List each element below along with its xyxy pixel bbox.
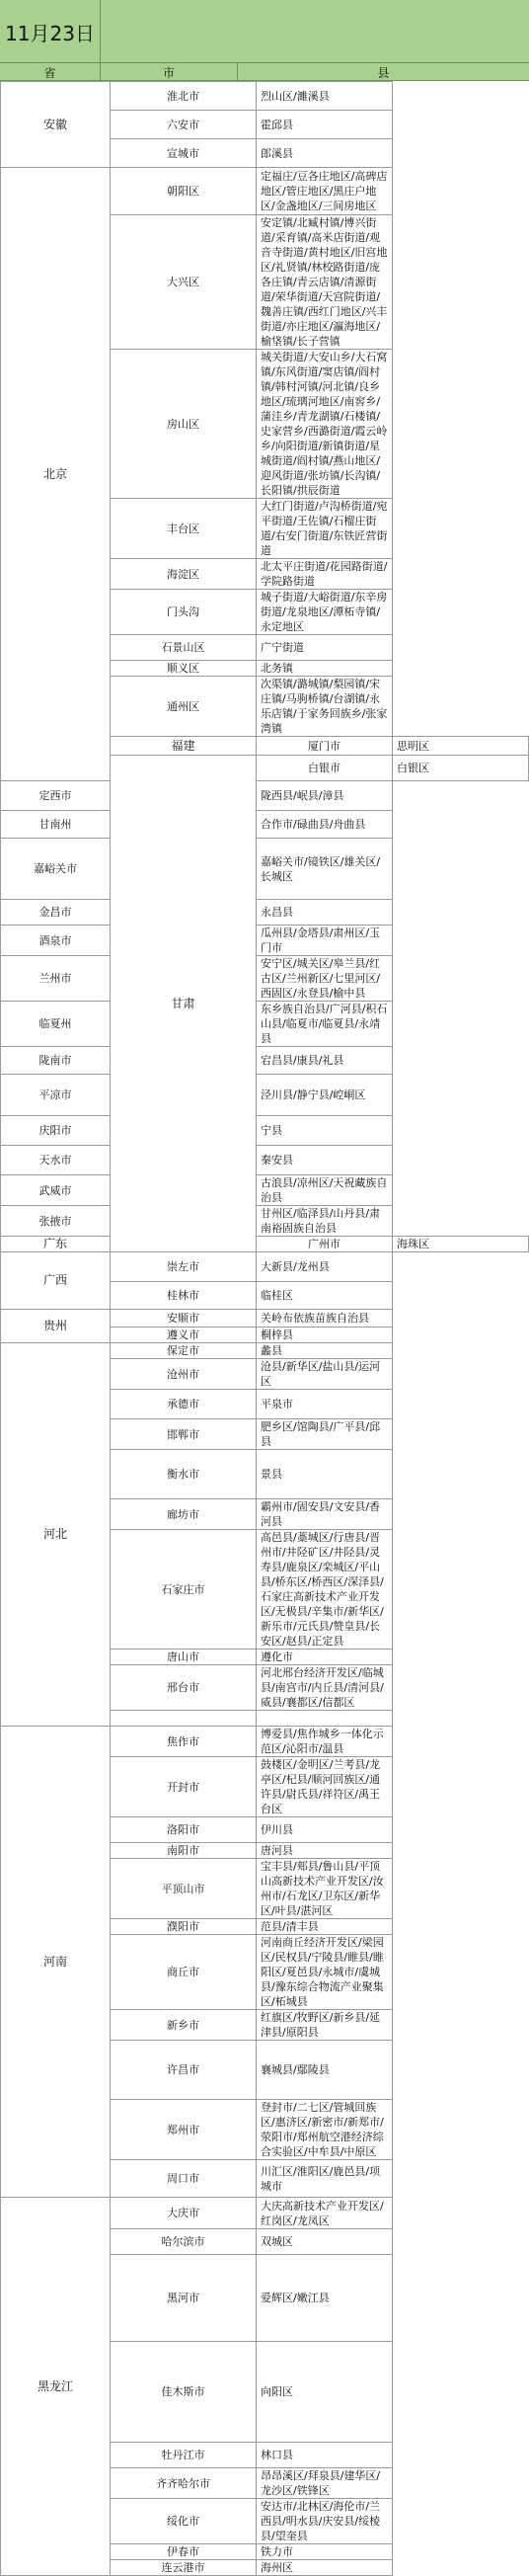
city-cell: 新乡市 xyxy=(111,2010,257,2041)
county-cell: 蠡县 xyxy=(257,1343,393,1359)
table-row xyxy=(1,168,529,215)
city-cell: 大兴区 xyxy=(111,215,257,350)
city-cell: 牡丹江市 xyxy=(111,2443,257,2468)
city-cell: 朝阳区 xyxy=(111,168,257,215)
county-cell: 北太平庄街道/花园路街道/学院路街道 xyxy=(257,559,393,590)
county-cell: 城关街道/大安山乡/大石窝镇/东风街道/窦店镇/阎村镇/韩村河镇/河北镇/良乡地区/琉璃河地区/南窖乡/蒲洼乡/青龙湖镇/石楼镇/史家营乡/西潞街道/霞云岭乡/向阳街道/新镇街道/星城街道/阎村镇/燕山地区/迎风街道/张坊镇/长沟镇/长阳镇/拱辰街道 xyxy=(257,350,393,499)
province-cell: 福建 xyxy=(111,737,257,756)
county-cell: 霸州市/固安县/文安县/香河县 xyxy=(257,1499,393,1530)
city-cell: 伊春市 xyxy=(111,2544,257,2560)
province-cell: 北京 xyxy=(1,168,111,781)
county-cell: 关岭布依族苗族自治县 xyxy=(257,1310,393,1328)
city-cell: 白银市 xyxy=(257,756,393,781)
city-cell: 濮阳市 xyxy=(111,1919,257,1935)
county-cell: 高邑县/藁城区/行唐县/晋州市/井陉矿区/井陉县/灵寿县/鹿泉区/栾城区/平山县/桥东区/桥西区/深泽县/石家庄高新技术产业开发区/无极县/辛集市/新华区/新乐市/元氏县/赞皇县/长安区/赵县/正定县 xyxy=(257,1530,393,1650)
city-cell: 淮北市 xyxy=(111,82,257,111)
city-cell: 广州市 xyxy=(257,1237,393,1252)
county-cell: 北务镇 xyxy=(257,661,393,677)
county-cell: 海珠区 xyxy=(393,1237,529,1252)
table-row xyxy=(1,1002,529,1047)
county-cell: 沧县/新华区/盐山县/运河区 xyxy=(257,1359,393,1390)
province-cell: 河南 xyxy=(1,1727,111,2198)
city-cell: 武威市 xyxy=(1,1175,111,1206)
province-header: 省 xyxy=(0,63,101,81)
county-cell: 陇西县/岷县/漳县 xyxy=(257,781,393,811)
city-header: 市 xyxy=(101,63,238,81)
county-cell: 烈山区/濉溪县 xyxy=(257,82,393,111)
city-cell: 临夏州 xyxy=(1,1002,111,1047)
county-cell: 合作市/碌曲县/舟曲县 xyxy=(257,811,393,839)
county-cell: 宝丰县/郏县/鲁山县/平顶山高新技术产业开发区/汝州市/石龙区/卫东区/新华区/叶县/湛河区 xyxy=(257,1859,393,1919)
city-cell: 平凉市 xyxy=(1,1075,111,1116)
city-cell: 廊坊市 xyxy=(111,1499,257,1530)
table-row xyxy=(1,2198,529,2229)
county-cell: 泾川县/静宁县/崆峒区 xyxy=(257,1075,393,1116)
city-cell: 连云港市 xyxy=(111,2560,257,2576)
city-cell: 兰州市 xyxy=(1,956,111,1002)
county-cell: 襄城县/鄢陵县 xyxy=(257,2041,393,2100)
province-cell: 贵州 xyxy=(1,1310,111,1343)
city-cell: 唐山市 xyxy=(111,1650,257,1665)
county-cell: 双城区 xyxy=(257,2229,393,2255)
city-cell: 齐齐哈尔市 xyxy=(111,2468,257,2499)
county-cell xyxy=(257,1711,393,1727)
county-cell: 平泉市 xyxy=(257,1390,393,1419)
table-row xyxy=(1,956,529,1002)
city-cell: 嘉峪关市 xyxy=(1,839,111,900)
city-cell: 石景山区 xyxy=(111,635,257,661)
city-cell: 陇南市 xyxy=(1,1047,111,1075)
city-cell: 崇左市 xyxy=(111,1252,257,1282)
province-cell: 河北 xyxy=(1,1343,111,1727)
city-cell: 张掖市 xyxy=(1,1206,111,1237)
city-cell: 南阳市 xyxy=(111,1843,257,1859)
table-row xyxy=(1,900,529,926)
county-cell: 红旗区/牧野区/新乡县/延津县/原阳县 xyxy=(257,2010,393,2041)
county-cell: 嘉峪关市/镜铁区/雄关区/长城区 xyxy=(257,839,393,900)
city-cell: 平顶山市 xyxy=(111,1859,257,1919)
county-cell: 大红门街道/卢沟桥街道/宛平街道/王佐镇/石榴庄街道/右安门街道/东铁匠营街道 xyxy=(257,499,393,559)
county-cell: 定福庄/豆各庄地区/高碑店地区/管庄地区/黑庄户地区/金盏地区/三间房地区 xyxy=(257,168,393,215)
city-cell: 石家庄市 xyxy=(111,1530,257,1650)
city-cell: 黑河市 xyxy=(111,2255,257,2342)
county-cell: 广宁街道 xyxy=(257,635,393,661)
county-cell: 河南商丘经济开发区/梁园区/民权县/宁陵县/睢县/睢阳区/夏邑县/永城市/虞城县/豫东综合物流产业聚集区/柘城县 xyxy=(257,1935,393,2010)
county-cell: 桐梓县 xyxy=(257,1328,393,1343)
city-cell: 郑州市 xyxy=(111,2100,257,2160)
county-cell: 铁力市 xyxy=(257,2544,393,2560)
city-cell: 通州区 xyxy=(111,677,257,737)
city-cell: 邢台市 xyxy=(111,1665,257,1711)
county-cell: 川汇区/淮阳区/鹿邑县/项城市 xyxy=(257,2160,393,2198)
county-cell: 登封市/二七区/管城回族区/惠济区/新密市/新郑市/荥阳市/郑州航空港经济综合实验区/中牟县/中原区 xyxy=(257,2100,393,2160)
city-cell: 绥化市 xyxy=(111,2499,257,2544)
county-cell: 肥乡区/馆陶县/广平县/邱县 xyxy=(257,1419,393,1450)
city-cell: 顺义区 xyxy=(111,661,257,677)
county-cell: 古浪县/凉州区/天祝藏族自治县 xyxy=(257,1175,393,1206)
province-cell: 广西 xyxy=(1,1252,111,1310)
county-cell: 遵化市 xyxy=(257,1650,393,1665)
city-cell: 沧州市 xyxy=(111,1359,257,1390)
county-cell: 博爱县/焦作城乡一体化示范区/沁阳市/温县 xyxy=(257,1727,393,1757)
city-cell: 酒泉市 xyxy=(1,926,111,956)
county-cell: 向阳区 xyxy=(257,2342,393,2443)
city-cell: 洛阳市 xyxy=(111,1817,257,1843)
city-cell: 宣城市 xyxy=(111,139,257,168)
table-row xyxy=(1,1206,529,1237)
city-cell: 安顺市 xyxy=(111,1310,257,1328)
county-cell: 大庆高新技术产业开发区/红岗区/龙凤区 xyxy=(257,2198,393,2229)
county-cell: 安宁区/城关区/皋兰县/红古区/兰州新区/七里河区/西固区/永登县/榆中县 xyxy=(257,956,393,1002)
header-row xyxy=(0,63,529,81)
county-cell: 瓜州县/金塔县/肃州区/玉门市 xyxy=(257,926,393,956)
county-cell: 城子街道/大峪街道/东辛房街道/龙泉地区/潭柘寺镇/永定地区 xyxy=(257,590,393,635)
city-cell: 焦作市 xyxy=(111,1727,257,1757)
county-cell: 鼓楼区/金明区/兰考县/龙亭区/杞县/顺河回族区/通许县/尉氏县/祥符区/禹王台区 xyxy=(257,1757,393,1817)
county-cell: 大新县/龙州县 xyxy=(257,1252,393,1282)
county-cell: 东乡族自治县/广河县/积石山县/临夏市/临夏县/永靖县 xyxy=(257,1002,393,1047)
county-cell: 宁县 xyxy=(257,1116,393,1146)
city-cell: 保定市 xyxy=(111,1343,257,1359)
table-row xyxy=(1,1727,529,1757)
city-cell: 海淀区 xyxy=(111,559,257,590)
city-cell: 商丘市 xyxy=(111,1935,257,2010)
table-row xyxy=(1,1146,529,1175)
city-cell: 周口市 xyxy=(111,2160,257,2198)
city-cell: 哈尔滨市 xyxy=(111,2229,257,2255)
city-cell: 邯郸市 xyxy=(111,1419,257,1450)
city-cell: 房山区 xyxy=(111,350,257,499)
city-cell: 天水市 xyxy=(1,1146,111,1175)
city-cell: 佳木斯市 xyxy=(111,2342,257,2443)
table-row xyxy=(1,1116,529,1146)
table-row xyxy=(1,1175,529,1206)
table-row xyxy=(1,1237,529,1252)
city-cell: 甘南州 xyxy=(1,811,111,839)
county-cell: 临桂区 xyxy=(257,1282,393,1310)
county-cell: 林口县 xyxy=(257,2443,393,2468)
table-row xyxy=(1,839,529,900)
title-bar xyxy=(0,0,529,63)
province-cell: 广东 xyxy=(1,1237,111,1252)
county-cell: 爱辉区/嫩江县 xyxy=(257,2255,393,2342)
table-body xyxy=(1,82,529,2576)
city-cell: 门头沟 xyxy=(111,590,257,635)
risk-area-table xyxy=(0,81,529,2576)
county-header: 县 xyxy=(377,65,390,80)
table-row xyxy=(1,781,529,811)
city-cell xyxy=(111,1711,257,1727)
city-cell: 六安市 xyxy=(111,111,257,139)
province-cell: 甘肃 xyxy=(111,756,257,1252)
date-title: 11月23日 xyxy=(0,0,101,63)
city-cell: 丰台区 xyxy=(111,499,257,559)
table-row xyxy=(1,811,529,839)
county-cell: 宕昌县/康县/礼县 xyxy=(257,1047,393,1075)
table-row xyxy=(1,1343,529,1359)
table-row xyxy=(1,926,529,956)
city-cell: 庆阳市 xyxy=(1,1116,111,1146)
county-cell: 郎溪县 xyxy=(257,139,393,168)
county-cell: 安定镇/北臧村镇/博兴街道/采育镇/高米店街道/观音寺街道/黄村地区/旧宫地区/礼贤镇/林校路街道/庞各庄镇/青云店镇/清源街道/荣华街道/天宫院街道/魏善庄镇/西红门地区/兴丰街道/亦庄地区/瀛海地区/榆垡镇/长子营镇 xyxy=(257,215,393,350)
city-cell: 大庆市 xyxy=(111,2198,257,2229)
city-cell: 衡水市 xyxy=(111,1450,257,1499)
county-cell: 白银区 xyxy=(393,756,529,781)
county-cell: 甘州区/临泽县/山丹县/肃南裕固族自治县 xyxy=(257,1206,393,1237)
county-cell: 安达市/北林区/海伦市/兰西县/明水县/庆安县/绥棱县/望奎县 xyxy=(257,2499,393,2544)
province-cell: 安徽 xyxy=(1,82,111,168)
county-cell: 永昌县 xyxy=(257,900,393,926)
city-cell: 定西市 xyxy=(1,781,111,811)
city-cell: 遵义市 xyxy=(111,1328,257,1343)
city-cell: 厦门市 xyxy=(257,737,393,756)
province-cell: 黑龙江 xyxy=(1,2198,111,2576)
table-row xyxy=(1,82,529,111)
county-cell: 伊川县 xyxy=(257,1817,393,1843)
county-cell: 霍邱县 xyxy=(257,111,393,139)
table-row xyxy=(1,1047,529,1075)
county-cell: 海州区 xyxy=(257,2560,393,2576)
county-cell: 景县 xyxy=(257,1450,393,1499)
county-cell: 昂昂溪区/拜泉县/建华区/龙沙区/铁锋区 xyxy=(257,2468,393,2499)
county-cell: 秦安县 xyxy=(257,1146,393,1175)
table-row xyxy=(1,1252,529,1282)
county-cell: 思明区 xyxy=(393,737,529,756)
city-cell: 开封市 xyxy=(111,1757,257,1817)
county-cell: 范县/清丰县 xyxy=(257,1919,393,1935)
table-row xyxy=(1,1310,529,1328)
city-cell: 许昌市 xyxy=(111,2041,257,2100)
city-cell: 桂林市 xyxy=(111,1282,257,1310)
county-cell: 次渠镇/潞城镇/梨园镇/宋庄镇/马驹桥镇/台湖镇/永乐店镇/于家务回族乡/张家湾镇 xyxy=(257,677,393,737)
table-row xyxy=(1,1075,529,1116)
city-cell: 金昌市 xyxy=(1,900,111,926)
city-cell: 承德市 xyxy=(111,1390,257,1419)
county-cell: 河北邢台经济开发区/临城县/南宫市/内丘县/清河县/威县/襄都区/信都区 xyxy=(257,1665,393,1711)
county-cell: 唐河县 xyxy=(257,1843,393,1859)
